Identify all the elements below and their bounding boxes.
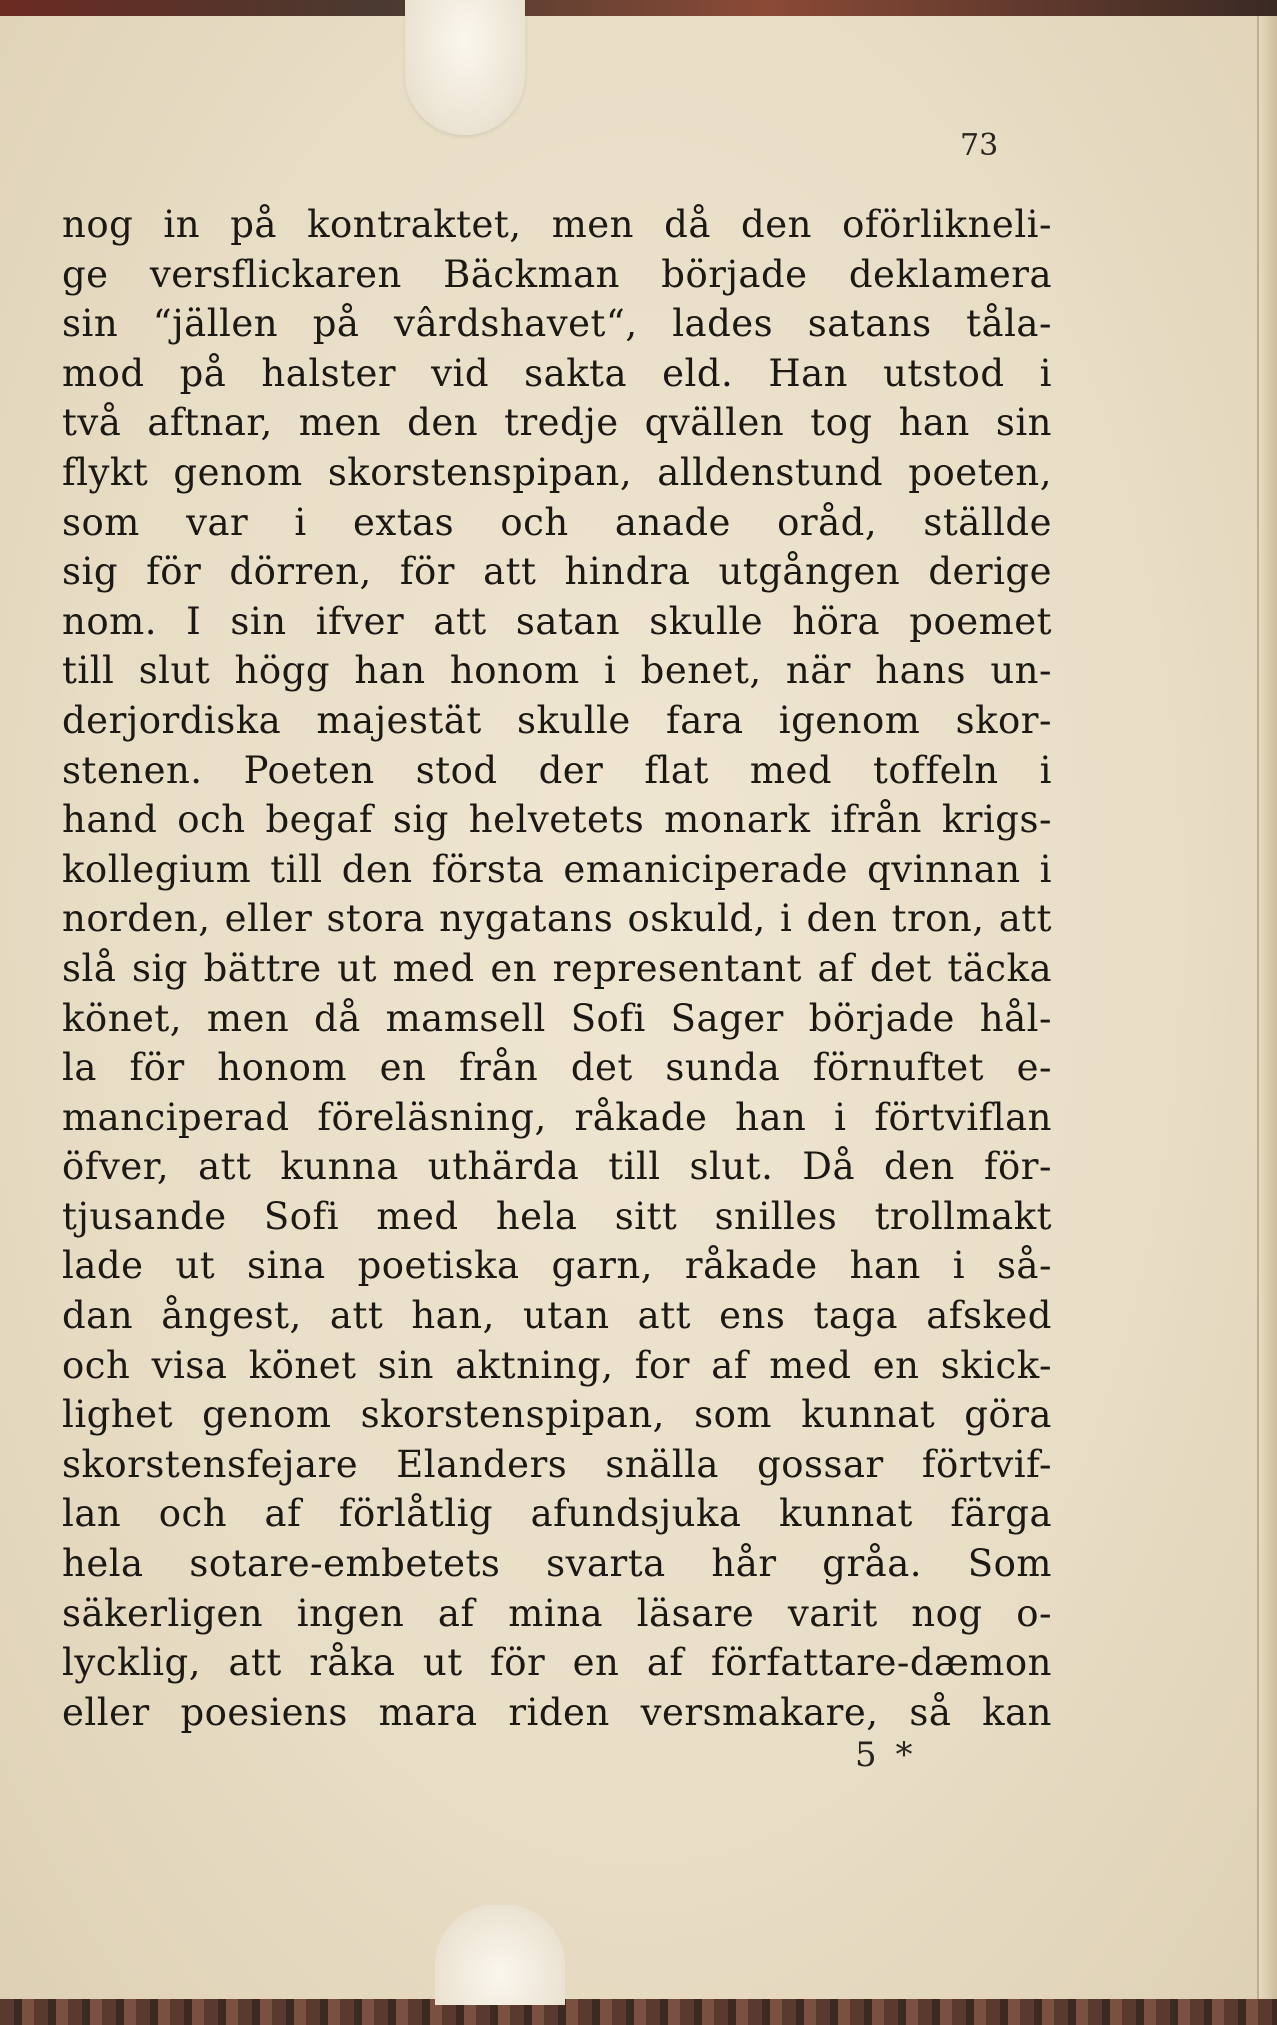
text-line: tjusande Sofi med hela sitt snilles trollmakt: [62, 1194, 1052, 1238]
page-top-edge: [0, 0, 1277, 16]
body-text: [62, 200, 1052, 1737]
text-line: derjordiska majestät skulle fara igenom skor-: [62, 698, 1052, 742]
text-line: norden, eller stora nygatans oskuld, i den tron, att: [62, 897, 1052, 941]
text-line: lycklig, att råka ut för en af författare-dæmon: [62, 1641, 1052, 1685]
text-line: säkerligen ingen af mina läsare varit nog o-: [62, 1591, 1052, 1635]
page-number: 73: [960, 128, 999, 163]
text-line: mod på halster vid sakta eld. Han utstod i: [62, 351, 1052, 395]
text-line: sig för dörren, för att hindra utgången derige: [62, 550, 1052, 594]
text-line: manciperad föreläsning, råkade han i förtviflan: [62, 1095, 1052, 1139]
text-line: ge versflickaren Bäckman började deklamera: [62, 252, 1052, 296]
text-line: lan och af förlåtlig afundsjuka kunnat färga: [62, 1492, 1052, 1536]
text-line: som var i extas och anade oråd, ställde: [62, 500, 1052, 544]
text-line: två aftnar, men den tredje qvällen tog han sin: [62, 401, 1052, 445]
text-line: stenen. Poeten stod der flat med toffeln i: [62, 748, 1052, 792]
top-page-clip: [405, 0, 525, 135]
text-line: nog in på kontraktet, men då den oförlikneli-: [62, 203, 1052, 246]
page-bottom-edge: [0, 1999, 1277, 2025]
text-line: eller poesiens mara riden versmakare, så kan: [62, 1690, 1052, 1734]
text-line: la för honom en från det sunda förnuftet e-: [62, 1046, 1052, 1090]
signature-mark: 5 *: [855, 1735, 917, 1775]
text-line: och visa könet sin aktning, for af med en skick-: [62, 1343, 1052, 1387]
bottom-page-clip: [435, 1905, 565, 2005]
text-line: slå sig bättre ut med en representant af det täcka: [62, 946, 1052, 990]
text-line: hand och begaf sig helvetets monark ifrån krigs-: [62, 798, 1052, 842]
text-line: dan ångest, att han, utan att ens taga afsked: [62, 1294, 1052, 1338]
text-line: nom. I sin ifver att satan skulle höra poemet: [62, 599, 1052, 643]
text-line: könet, men då mamsell Sofi Sager började hål-: [62, 996, 1052, 1040]
text-line: sin “jällen på vârdshavet“, lades satans tåla-: [62, 302, 1052, 346]
text-line: flykt genom skorstenspipan, alldenstund poeten,: [62, 450, 1052, 494]
text-line: till slut högg han honom i benet, när hans un-: [62, 649, 1052, 693]
text-line: öfver, att kunna uthärda till slut. Då den för-: [62, 1145, 1052, 1189]
text-line: lighet genom skorstenspipan, som kunnat göra: [62, 1393, 1052, 1437]
page-right-edge: [1257, 16, 1277, 1999]
text-line: kollegium till den första emaniciperade qvinnan i: [62, 847, 1052, 891]
text-line: lade ut sina poetiska garn, råkade han i så-: [62, 1244, 1052, 1288]
text-line: hela sotare-embetets svarta hår gråa. Som: [62, 1542, 1052, 1586]
text-line: skorstensfejare Elanders snälla gossar förtvif-: [62, 1442, 1052, 1486]
